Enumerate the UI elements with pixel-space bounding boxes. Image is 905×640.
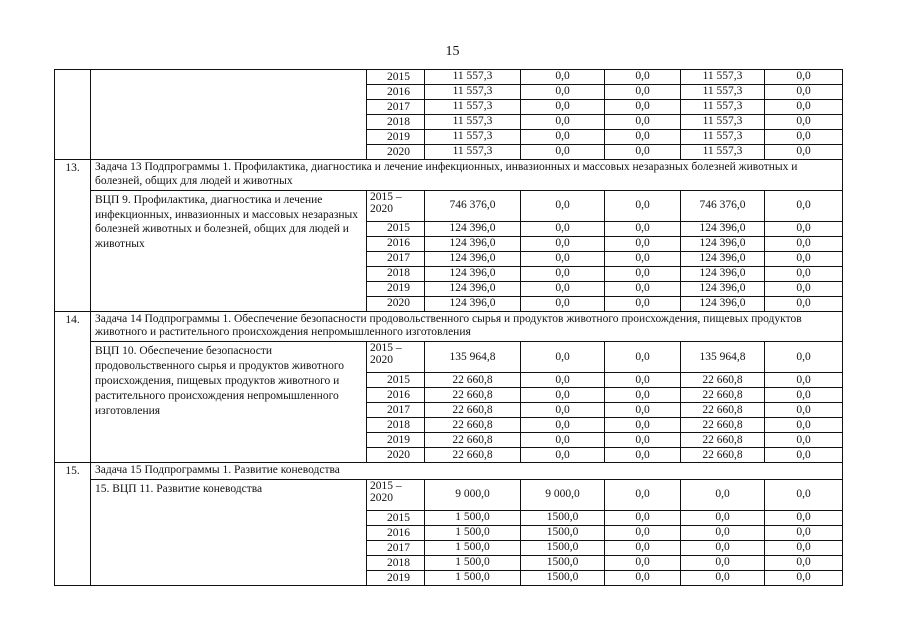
year-cell: 2018 xyxy=(367,555,425,570)
amount-cell: 0,0 xyxy=(605,281,681,296)
amount-cell: 0,0 xyxy=(765,448,843,463)
year-cell: 2015 xyxy=(367,510,425,525)
section-number: 14. xyxy=(55,311,91,463)
amount-cell: 0,0 xyxy=(605,403,681,418)
program-name: ВЦП 10. Обеспечение безопасности продовольственного сырья и продуктов животного происхождения, пищевых продуктов животного и растительного происхождения непромышленного изготовления xyxy=(91,342,367,463)
amount-cell: 11 557,3 xyxy=(681,145,765,160)
amount-cell: 1500,0 xyxy=(521,555,605,570)
amount-cell: 22 660,8 xyxy=(425,388,521,403)
amount-cell: 0,0 xyxy=(521,236,605,251)
page-number: 15 xyxy=(445,44,460,59)
amount-cell: 0,0 xyxy=(605,130,681,145)
year-cell: 2020 xyxy=(367,448,425,463)
year-cell: 2019 xyxy=(367,570,425,585)
amount-cell: 0,0 xyxy=(521,296,605,311)
amount-cell: 124 396,0 xyxy=(681,296,765,311)
row-number-cell xyxy=(55,70,91,160)
year-cell: 2016 xyxy=(367,525,425,540)
amount-cell: 11 557,3 xyxy=(681,130,765,145)
amount-cell: 11 557,3 xyxy=(425,85,521,100)
amount-cell: 22 660,8 xyxy=(681,418,765,433)
amount-cell: 0,0 xyxy=(521,403,605,418)
amount-cell: 0,0 xyxy=(765,540,843,555)
amount-cell: 124 396,0 xyxy=(425,296,521,311)
amount-cell: 0,0 xyxy=(521,85,605,100)
amount-cell: 0,0 xyxy=(765,433,843,448)
year-cell: 2016 xyxy=(367,388,425,403)
amount-cell: 1 500,0 xyxy=(425,510,521,525)
amount-cell: 11 557,3 xyxy=(425,130,521,145)
amount-cell: 0,0 xyxy=(521,115,605,130)
task-title: Задача 14 Подпрограммы 1. Обеспечение безопасности продовольственного сырья и продуктов животного происхождения, пищевых продуктов животного и растительного происхождения непромышленного изготовления xyxy=(91,311,843,342)
amount-cell: 135 964,8 xyxy=(425,342,521,373)
amount-cell: 0,0 xyxy=(765,251,843,266)
amount-cell: 0,0 xyxy=(521,433,605,448)
amount-cell: 1 500,0 xyxy=(425,555,521,570)
task-row xyxy=(55,160,843,191)
amount-cell: 0,0 xyxy=(605,540,681,555)
amount-cell: 0,0 xyxy=(605,433,681,448)
amount-cell: 22 660,8 xyxy=(681,433,765,448)
year-cell: 2017 xyxy=(367,100,425,115)
amount-cell: 0,0 xyxy=(605,145,681,160)
amount-cell: 0,0 xyxy=(765,115,843,130)
amount-cell: 0,0 xyxy=(765,525,843,540)
amount-cell: 0,0 xyxy=(521,373,605,388)
year-cell: 2015 – 2020 xyxy=(367,190,425,221)
amount-cell: 0,0 xyxy=(521,251,605,266)
amount-cell: 0,0 xyxy=(521,266,605,281)
amount-cell: 1500,0 xyxy=(521,510,605,525)
amount-cell: 0,0 xyxy=(765,479,843,510)
amount-cell: 22 660,8 xyxy=(425,373,521,388)
table-row xyxy=(55,479,843,510)
amount-cell: 746 376,0 xyxy=(681,190,765,221)
amount-cell: 0,0 xyxy=(521,130,605,145)
amount-cell: 0,0 xyxy=(605,418,681,433)
amount-cell: 0,0 xyxy=(605,70,681,85)
amount-cell: 124 396,0 xyxy=(681,266,765,281)
amount-cell: 0,0 xyxy=(605,555,681,570)
amount-cell: 124 396,0 xyxy=(681,281,765,296)
amount-cell: 0,0 xyxy=(765,266,843,281)
section-number: 13. xyxy=(55,160,91,312)
amount-cell: 0,0 xyxy=(521,281,605,296)
amount-cell: 11 557,3 xyxy=(425,145,521,160)
amount-cell: 22 660,8 xyxy=(681,403,765,418)
amount-cell: 0,0 xyxy=(765,100,843,115)
amount-cell: 0,0 xyxy=(521,342,605,373)
amount-cell: 9 000,0 xyxy=(521,479,605,510)
year-cell: 2020 xyxy=(367,296,425,311)
amount-cell: 0,0 xyxy=(765,373,843,388)
amount-cell: 0,0 xyxy=(765,510,843,525)
amount-cell: 124 396,0 xyxy=(425,281,521,296)
amount-cell: 22 660,8 xyxy=(681,448,765,463)
program-cell xyxy=(91,70,367,160)
amount-cell: 0,0 xyxy=(605,190,681,221)
year-cell: 2015 xyxy=(367,373,425,388)
amount-cell: 0,0 xyxy=(605,251,681,266)
amount-cell: 0,0 xyxy=(521,448,605,463)
year-cell: 2016 xyxy=(367,236,425,251)
year-cell: 2019 xyxy=(367,130,425,145)
year-cell: 2017 xyxy=(367,251,425,266)
amount-cell: 22 660,8 xyxy=(425,433,521,448)
amount-cell: 0,0 xyxy=(605,388,681,403)
task-title: Задача 13 Подпрограммы 1. Профилактика, диагностика и лечение инфекционных, инвазионных и массовых незаразных болезней животных и болезней, общих для людей и животных xyxy=(91,160,843,191)
amount-cell: 22 660,8 xyxy=(681,388,765,403)
table-row xyxy=(55,70,843,85)
amount-cell: 22 660,8 xyxy=(425,403,521,418)
amount-cell: 0,0 xyxy=(765,555,843,570)
amount-cell: 0,0 xyxy=(681,479,765,510)
amount-cell: 0,0 xyxy=(605,448,681,463)
task-title: Задача 15 Подпрограммы 1. Развитие коневодства xyxy=(91,463,843,480)
amount-cell: 11 557,3 xyxy=(425,100,521,115)
amount-cell: 0,0 xyxy=(681,570,765,585)
amount-cell: 0,0 xyxy=(681,525,765,540)
amount-cell: 1500,0 xyxy=(521,540,605,555)
amount-cell: 0,0 xyxy=(605,296,681,311)
amount-cell: 11 557,3 xyxy=(425,70,521,85)
amount-cell: 0,0 xyxy=(765,403,843,418)
amount-cell: 124 396,0 xyxy=(425,236,521,251)
amount-cell: 0,0 xyxy=(521,190,605,221)
amount-cell: 0,0 xyxy=(681,540,765,555)
amount-cell: 11 557,3 xyxy=(425,115,521,130)
program-name: 15. ВЦП 11. Развитие коневодства xyxy=(91,479,367,585)
task-row xyxy=(55,463,843,480)
table-row xyxy=(55,190,843,221)
amount-cell: 0,0 xyxy=(765,236,843,251)
amount-cell: 0,0 xyxy=(605,570,681,585)
amount-cell: 124 396,0 xyxy=(425,221,521,236)
amount-cell: 0,0 xyxy=(521,145,605,160)
amount-cell: 0,0 xyxy=(521,100,605,115)
amount-cell: 1500,0 xyxy=(521,570,605,585)
year-cell: 2015 – 2020 xyxy=(367,342,425,373)
amount-cell: 11 557,3 xyxy=(681,70,765,85)
amount-cell: 0,0 xyxy=(765,296,843,311)
amount-cell: 22 660,8 xyxy=(681,373,765,388)
amount-cell: 0,0 xyxy=(765,85,843,100)
amount-cell: 0,0 xyxy=(765,130,843,145)
amount-cell: 746 376,0 xyxy=(425,190,521,221)
amount-cell: 1 500,0 xyxy=(425,525,521,540)
amount-cell: 0,0 xyxy=(521,418,605,433)
year-cell: 2015 – 2020 xyxy=(367,479,425,510)
amount-cell: 0,0 xyxy=(765,190,843,221)
amount-cell: 0,0 xyxy=(521,70,605,85)
amount-cell: 124 396,0 xyxy=(681,221,765,236)
table-row xyxy=(55,342,843,373)
amount-cell: 0,0 xyxy=(605,342,681,373)
amount-cell: 22 660,8 xyxy=(425,418,521,433)
amount-cell: 124 396,0 xyxy=(425,251,521,266)
amount-cell: 0,0 xyxy=(765,342,843,373)
amount-cell: 0,0 xyxy=(765,70,843,85)
amount-cell: 11 557,3 xyxy=(681,115,765,130)
year-cell: 2015 xyxy=(367,221,425,236)
year-cell: 2017 xyxy=(367,540,425,555)
year-cell: 2018 xyxy=(367,266,425,281)
year-cell: 2015 xyxy=(367,70,425,85)
amount-cell: 0,0 xyxy=(605,236,681,251)
amount-cell: 11 557,3 xyxy=(681,100,765,115)
amount-cell: 124 396,0 xyxy=(425,266,521,281)
amount-cell: 0,0 xyxy=(605,525,681,540)
amount-cell: 0,0 xyxy=(765,145,843,160)
amount-cell: 0,0 xyxy=(605,510,681,525)
amount-cell: 0,0 xyxy=(765,221,843,236)
amount-cell: 124 396,0 xyxy=(681,251,765,266)
amount-cell: 0,0 xyxy=(605,100,681,115)
amount-cell: 9 000,0 xyxy=(425,479,521,510)
amount-cell: 0,0 xyxy=(681,510,765,525)
amount-cell: 22 660,8 xyxy=(425,448,521,463)
amount-cell: 0,0 xyxy=(605,221,681,236)
year-cell: 2017 xyxy=(367,403,425,418)
section-number: 15. xyxy=(55,463,91,586)
year-cell: 2018 xyxy=(367,418,425,433)
amount-cell: 0,0 xyxy=(605,479,681,510)
amount-cell: 0,0 xyxy=(765,418,843,433)
amount-cell: 11 557,3 xyxy=(681,85,765,100)
amount-cell: 0,0 xyxy=(681,555,765,570)
amount-cell: 0,0 xyxy=(605,373,681,388)
year-cell: 2020 xyxy=(367,145,425,160)
amount-cell: 1 500,0 xyxy=(425,570,521,585)
amount-cell: 1 500,0 xyxy=(425,540,521,555)
amount-cell: 135 964,8 xyxy=(681,342,765,373)
amount-cell: 0,0 xyxy=(765,570,843,585)
amount-cell: 0,0 xyxy=(605,115,681,130)
year-cell: 2016 xyxy=(367,85,425,100)
budget-table xyxy=(54,69,843,586)
year-cell: 2018 xyxy=(367,115,425,130)
amount-cell: 124 396,0 xyxy=(681,236,765,251)
amount-cell: 1500,0 xyxy=(521,525,605,540)
year-cell: 2019 xyxy=(367,433,425,448)
amount-cell: 0,0 xyxy=(605,85,681,100)
task-row xyxy=(55,311,843,342)
amount-cell: 0,0 xyxy=(521,221,605,236)
amount-cell: 0,0 xyxy=(521,388,605,403)
amount-cell: 0,0 xyxy=(605,266,681,281)
year-cell: 2019 xyxy=(367,281,425,296)
amount-cell: 0,0 xyxy=(765,388,843,403)
program-name: ВЦП 9. Профилактика, диагностика и лечение инфекционных, инвазионных и массовых незаразных болезней животных и болезней, общих для людей и животных xyxy=(91,190,367,311)
amount-cell: 0,0 xyxy=(765,281,843,296)
